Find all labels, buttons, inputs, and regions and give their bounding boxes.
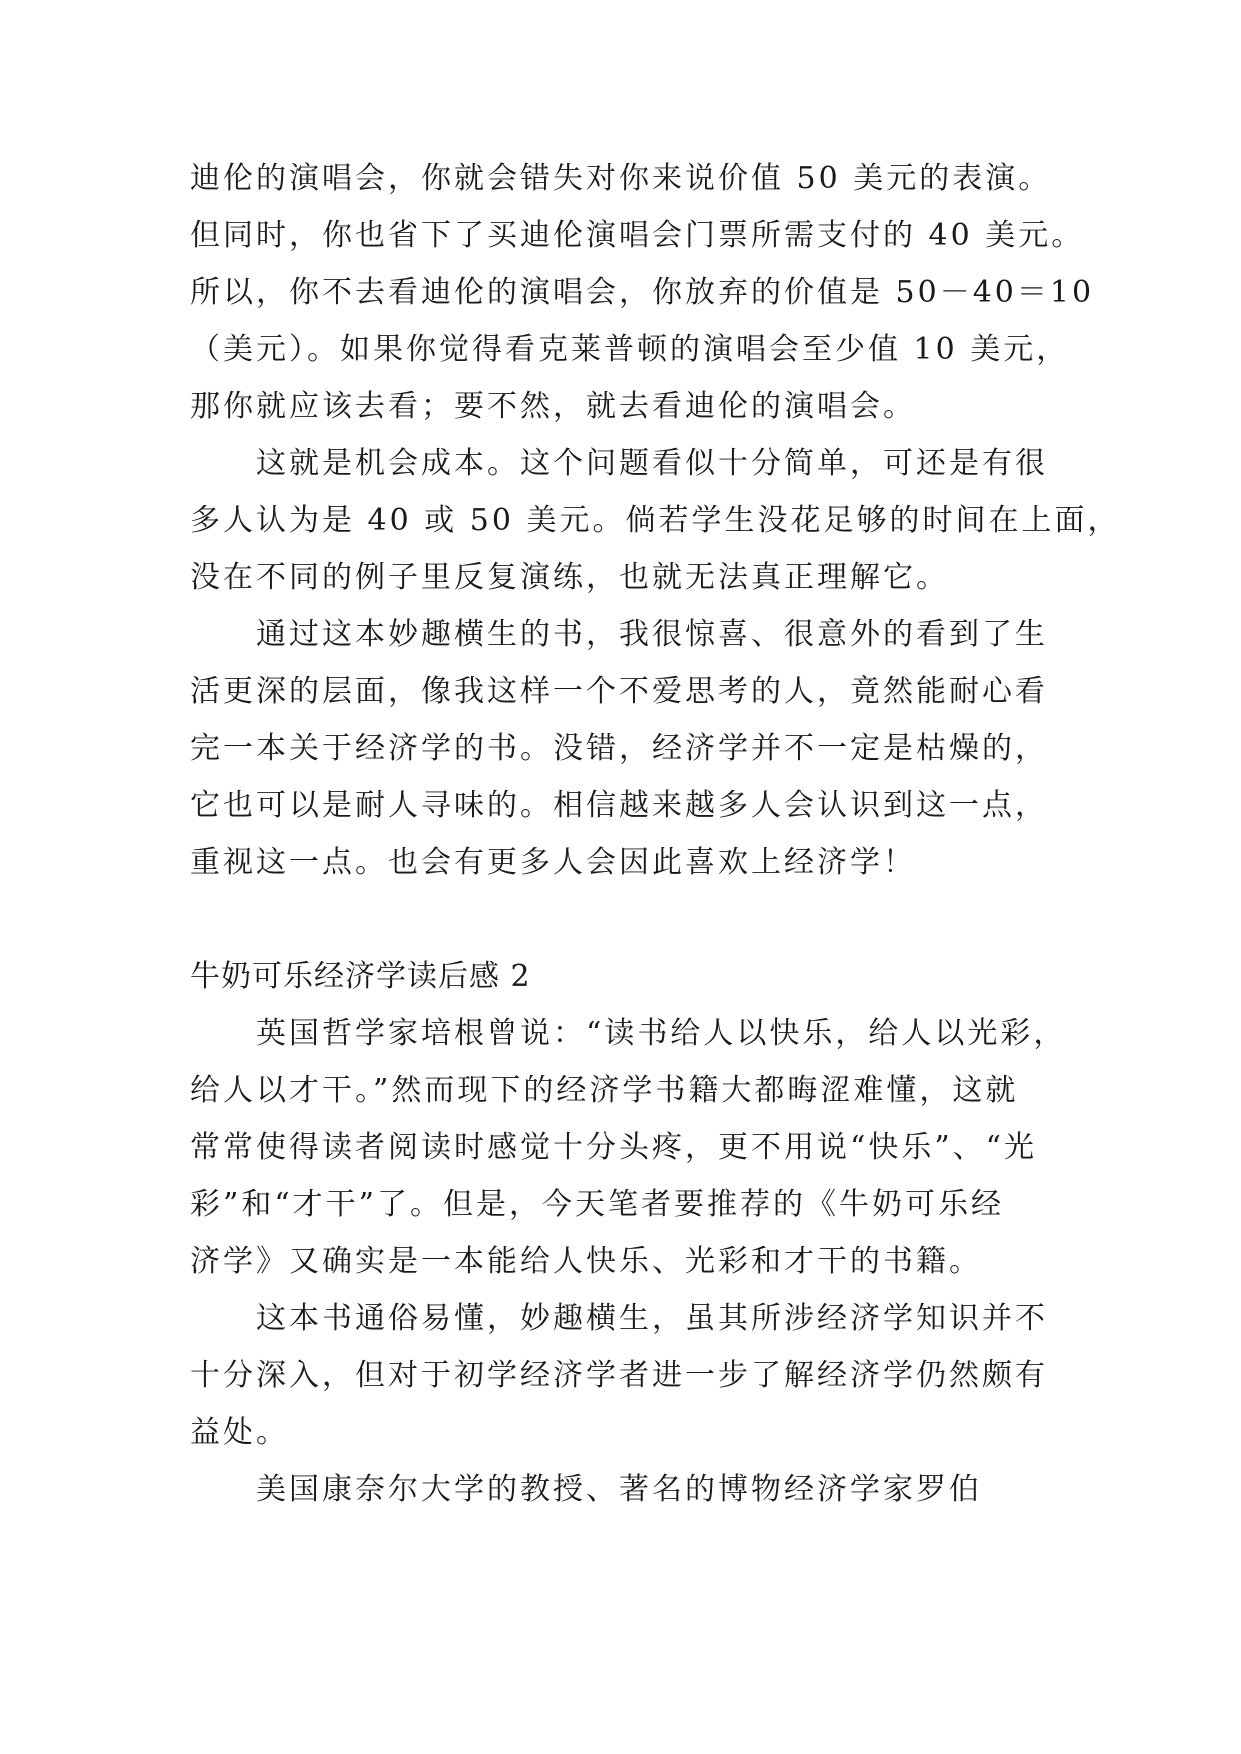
text-line: 通过这本妙趣横生的书，我很惊喜、很意外的看到了生 [256, 617, 1048, 652]
paragraph-3 [190, 606, 1090, 891]
text-line: 这本书通俗易懂，妙趣横生，虽其所涉经济学知识并不 [256, 1301, 1048, 1336]
paragraph-6 [190, 1461, 1090, 1518]
document-body [190, 150, 1121, 1518]
text-line: 给人以才干。”然而现下的经济学书籍大都晦涩难懂，这就 [190, 1073, 1019, 1108]
section-heading: 牛奶可乐经济学读后感 2 [190, 959, 531, 994]
text-line: 常常使得读者阅读时感觉十分头疼，更不用说“快乐”、“光 [190, 1130, 1038, 1165]
text-line: 那你就应该去看；要不然，就去看迪伦的演唱会。 [190, 389, 916, 424]
text-line: 英国哲学家培根曾说：“读书给人以快乐，给人以光彩， [256, 1016, 1067, 1051]
text-line: 但同时，你也省下了买迪伦演唱会门票所需支付的 40 美元。 [190, 218, 1085, 253]
text-line: 没在不同的例子里反复演练，也就无法真正理解它。 [190, 560, 949, 595]
text-line: 多人认为是 40 或 50 美元。倘若学生没花足够的时间在上面， [190, 503, 1121, 538]
text-line: 迪伦的演唱会，你就会错失对你来说价值 50 美元的表演。 [190, 161, 1052, 196]
text-line: 济学》又确实是一本能给人快乐、光彩和才干的书籍。 [190, 1244, 982, 1279]
text-line: （美元）。如果你觉得看克莱普顿的演唱会至少值 10 美元， [190, 332, 1070, 367]
text-line: 十分深入，但对于初学经济学者进一步了解经济学仍然颇有 [190, 1358, 1048, 1393]
text-line: 彩”和“才干”了。但是，今天笔者要推荐的《牛奶可乐经 [190, 1187, 1005, 1222]
paragraph-4 [190, 1005, 1090, 1290]
text-line: 美国康奈尔大学的教授、著名的博物经济学家罗伯 [256, 1472, 982, 1507]
text-line: 重视这一点。也会有更多人会因此喜欢上经济学！ [190, 845, 916, 880]
paragraph-2 [190, 435, 1121, 606]
paragraph-1 [190, 150, 1095, 435]
paragraph-5 [190, 1290, 1090, 1461]
text-line: 益处。 [190, 1415, 289, 1450]
text-line: 这就是机会成本。这个问题看似十分简单，可还是有很 [256, 446, 1048, 481]
text-line: 活更深的层面，像我这样一个不爱思考的人，竟然能耐心看 [190, 674, 1048, 709]
section-spacer [190, 891, 1090, 948]
text-line: 它也可以是耐人寻味的。相信越来越多人会认识到这一点， [190, 788, 1048, 823]
text-line: 完一本关于经济学的书。没错，经济学并不一定是枯燥的， [190, 731, 1048, 766]
text-line: 所以，你不去看迪伦的演唱会，你放弃的价值是 50－40＝10 [190, 275, 1095, 310]
